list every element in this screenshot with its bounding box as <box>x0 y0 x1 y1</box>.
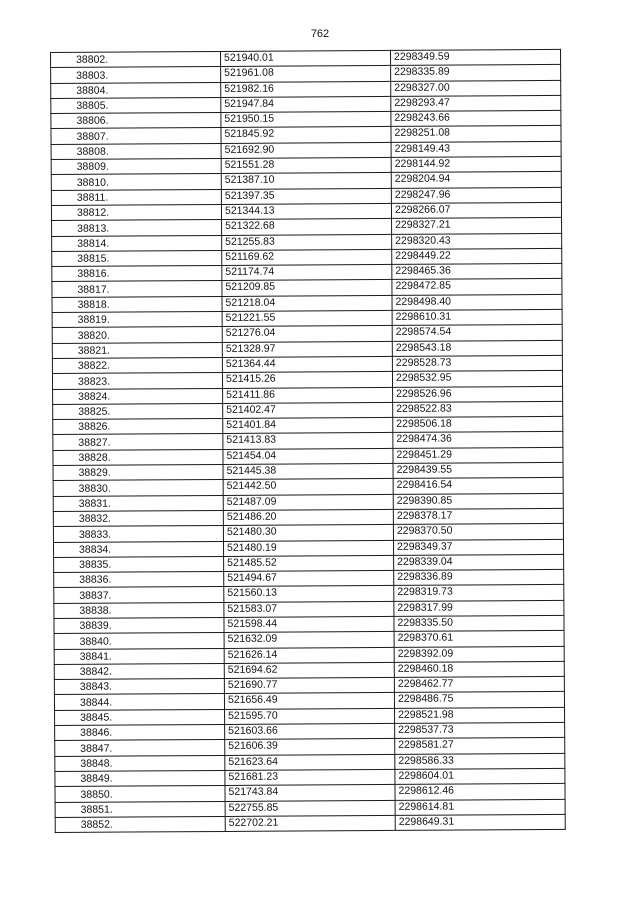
northing-cell: 2298349.37 <box>393 539 563 555</box>
northing-cell: 2298528.73 <box>392 355 562 371</box>
northing-cell: 2298251.08 <box>391 126 561 142</box>
northing-cell: 2298532.95 <box>392 371 562 387</box>
point-number-cell: 38815. <box>52 250 222 266</box>
northing-cell: 2298293.47 <box>391 95 561 111</box>
point-number-cell: 38835. <box>54 556 224 572</box>
northing-cell: 2298370.61 <box>394 631 564 647</box>
northing-cell: 2298335.89 <box>391 65 561 81</box>
northing-cell: 2298506.18 <box>393 416 563 432</box>
coordinate-table-container <box>50 49 565 833</box>
point-number-cell: 38805. <box>51 97 221 113</box>
point-number-cell: 38850. <box>55 786 225 802</box>
northing-cell: 2298521.98 <box>395 707 565 723</box>
easting-cell: 521221.55 <box>222 310 392 326</box>
point-number-cell: 38820. <box>52 327 222 343</box>
easting-cell: 521681.23 <box>225 769 395 785</box>
coordinate-table <box>50 49 566 833</box>
easting-cell: 521982.16 <box>221 81 391 97</box>
easting-cell: 521387.10 <box>221 173 391 189</box>
easting-cell: 521950.15 <box>221 112 391 128</box>
northing-cell: 2298319.73 <box>394 585 564 601</box>
northing-cell: 2298522.83 <box>393 401 563 417</box>
northing-cell: 2298474.36 <box>393 432 563 448</box>
easting-cell: 522755.85 <box>225 800 395 816</box>
point-number-cell: 38819. <box>52 312 222 328</box>
easting-cell: 521411.86 <box>223 387 393 403</box>
point-number-cell: 38814. <box>52 235 222 251</box>
easting-cell: 521947.84 <box>221 96 391 112</box>
easting-cell: 521606.39 <box>225 739 395 755</box>
easting-cell: 521397.35 <box>221 188 391 204</box>
northing-cell: 2298327.21 <box>392 218 562 234</box>
easting-cell: 521583.07 <box>224 601 394 617</box>
northing-cell: 2298612.46 <box>395 784 565 800</box>
point-number-cell: 38832. <box>53 510 223 526</box>
easting-cell: 521494.67 <box>224 571 394 587</box>
point-number-cell: 38845. <box>55 709 225 725</box>
northing-cell: 2298460.18 <box>394 661 564 677</box>
northing-cell: 2298614.81 <box>395 799 565 815</box>
table-row <box>55 814 565 832</box>
point-number-cell: 38844. <box>54 694 224 710</box>
point-number-cell: 38829. <box>53 464 223 480</box>
easting-cell: 521632.09 <box>224 632 394 648</box>
point-number-cell: 38826. <box>53 419 223 435</box>
northing-cell: 2298378.17 <box>393 508 563 524</box>
northing-cell: 2298327.00 <box>391 80 561 96</box>
easting-cell: 521603.66 <box>225 723 395 739</box>
point-number-cell: 38847. <box>55 740 225 756</box>
point-number-cell: 38828. <box>53 449 223 465</box>
northing-cell: 2298610.31 <box>392 309 562 325</box>
point-number-cell: 38810. <box>51 174 221 190</box>
point-number-cell: 38830. <box>53 480 223 496</box>
northing-cell: 2298465.36 <box>392 264 562 280</box>
northing-cell: 2298204.94 <box>391 172 561 188</box>
easting-cell: 521445.38 <box>223 463 393 479</box>
northing-cell: 2298144.92 <box>391 156 561 172</box>
point-number-cell: 38809. <box>51 159 221 175</box>
easting-cell: 521623.64 <box>225 754 395 770</box>
northing-cell: 2298486.75 <box>394 692 564 708</box>
point-number-cell: 38817. <box>52 281 222 297</box>
point-number-cell: 38806. <box>51 113 221 129</box>
easting-cell: 521454.04 <box>223 448 393 464</box>
northing-cell: 2298243.66 <box>391 111 561 127</box>
easting-cell: 521486.20 <box>223 509 393 525</box>
easting-cell: 521402.47 <box>223 402 393 418</box>
point-number-cell: 38825. <box>53 403 223 419</box>
northing-cell: 2298574.54 <box>392 325 562 341</box>
easting-cell: 521845.92 <box>221 127 391 143</box>
easting-cell: 521743.84 <box>225 785 395 801</box>
point-number-cell: 38837. <box>54 587 224 603</box>
northing-cell: 2298604.01 <box>395 768 565 784</box>
easting-cell: 521480.19 <box>223 540 393 556</box>
easting-cell: 521255.83 <box>222 234 392 250</box>
easting-cell: 521328.97 <box>222 341 392 357</box>
point-number-cell: 38824. <box>53 388 223 404</box>
northing-cell: 2298370.50 <box>393 524 563 540</box>
easting-cell: 521442.50 <box>223 479 393 495</box>
northing-cell: 2298586.33 <box>395 753 565 769</box>
point-number-cell: 38842. <box>54 663 224 679</box>
point-number-cell: 38833. <box>53 526 223 542</box>
easting-cell: 521551.28 <box>221 157 391 173</box>
northing-cell: 2298335.50 <box>394 615 564 631</box>
point-number-cell: 38838. <box>54 602 224 618</box>
point-number-cell: 38849. <box>55 770 225 786</box>
easting-cell: 521692.90 <box>221 142 391 158</box>
easting-cell: 521487.09 <box>223 494 393 510</box>
northing-cell: 2298537.73 <box>395 722 565 738</box>
point-number-cell: 38848. <box>55 755 225 771</box>
point-number-cell: 38818. <box>52 296 222 312</box>
point-number-cell: 38852. <box>55 816 225 832</box>
easting-cell: 521344.13 <box>221 203 391 219</box>
easting-cell: 521690.77 <box>224 678 394 694</box>
northing-cell: 2298498.40 <box>392 294 562 310</box>
easting-cell: 521401.84 <box>223 418 393 434</box>
point-number-cell: 38813. <box>52 220 222 236</box>
easting-cell: 521940.01 <box>220 50 390 66</box>
northing-cell: 2298336.89 <box>394 569 564 585</box>
northing-cell: 2298462.77 <box>394 677 564 693</box>
northing-cell: 2298581.27 <box>395 738 565 754</box>
easting-cell: 521598.44 <box>224 616 394 632</box>
easting-cell: 521174.74 <box>222 265 392 281</box>
easting-cell: 521485.52 <box>224 555 394 571</box>
northing-cell: 2298320.43 <box>392 233 562 249</box>
point-number-cell: 38851. <box>55 801 225 817</box>
northing-cell: 2298439.55 <box>393 462 563 478</box>
northing-cell: 2298416.54 <box>393 478 563 494</box>
point-number-cell: 38822. <box>52 357 222 373</box>
point-number-cell: 38802. <box>51 51 221 67</box>
point-number-cell: 38804. <box>51 82 221 98</box>
easting-cell: 521961.08 <box>221 66 391 82</box>
easting-cell: 521322.68 <box>222 219 392 235</box>
northing-cell: 2298266.07 <box>391 202 561 218</box>
easting-cell: 521415.26 <box>222 372 392 388</box>
easting-cell: 521694.62 <box>224 662 394 678</box>
easting-cell: 521413.83 <box>223 433 393 449</box>
easting-cell: 521218.04 <box>222 295 392 311</box>
northing-cell: 2298472.85 <box>392 279 562 295</box>
northing-cell: 2298247.96 <box>391 187 561 203</box>
point-number-cell: 38821. <box>52 342 222 358</box>
easting-cell: 521656.49 <box>224 693 394 709</box>
point-number-cell: 38831. <box>53 495 223 511</box>
northing-cell: 2298451.29 <box>393 447 563 463</box>
northing-cell: 2298349.59 <box>390 49 560 65</box>
northing-cell: 2298543.18 <box>392 340 562 356</box>
point-number-cell: 38841. <box>54 648 224 664</box>
easting-cell: 521560.13 <box>224 586 394 602</box>
northing-cell: 2298149.43 <box>391 141 561 157</box>
point-number-cell: 38846. <box>55 725 225 741</box>
northing-cell: 2298390.85 <box>393 493 563 509</box>
point-number-cell: 38827. <box>53 434 223 450</box>
point-number-cell: 38807. <box>51 128 221 144</box>
northing-cell: 2298339.04 <box>394 554 564 570</box>
point-number-cell: 38811. <box>51 189 221 205</box>
northing-cell: 2298649.31 <box>395 814 565 830</box>
easting-cell: 521209.85 <box>222 280 392 296</box>
easting-cell: 521595.70 <box>225 708 395 724</box>
point-number-cell: 38843. <box>54 679 224 695</box>
point-number-cell: 38823. <box>52 373 222 389</box>
northing-cell: 2298449.22 <box>392 248 562 264</box>
point-number-cell: 38803. <box>51 67 221 83</box>
point-number-cell: 38808. <box>51 143 221 159</box>
point-number-cell: 38840. <box>54 633 224 649</box>
coordinate-table-body <box>51 49 566 832</box>
page-number: 762 <box>310 28 330 40</box>
northing-cell: 2298526.96 <box>393 386 563 402</box>
point-number-cell: 38839. <box>54 617 224 633</box>
northing-cell: 2298317.99 <box>394 600 564 616</box>
point-number-cell: 38834. <box>53 541 223 557</box>
easting-cell: 521480.30 <box>223 525 393 541</box>
point-number-cell: 38836. <box>54 572 224 588</box>
easting-cell: 521364.44 <box>222 356 392 372</box>
easting-cell: 522702.21 <box>225 815 395 831</box>
northing-cell: 2298392.09 <box>394 646 564 662</box>
point-number-cell: 38812. <box>51 204 221 220</box>
easting-cell: 521626.14 <box>224 647 394 663</box>
easting-cell: 521276.04 <box>222 326 392 342</box>
point-number-cell: 38816. <box>52 266 222 282</box>
easting-cell: 521169.62 <box>222 249 392 265</box>
